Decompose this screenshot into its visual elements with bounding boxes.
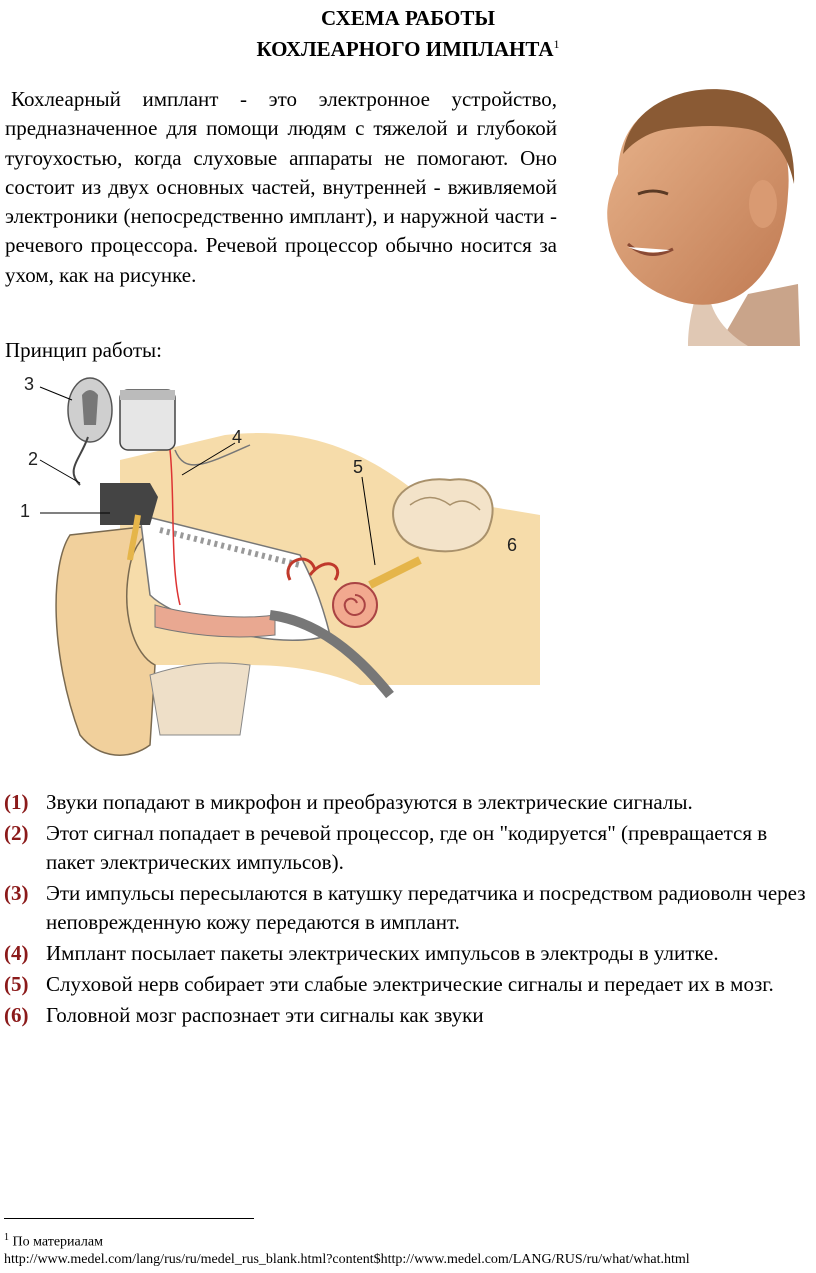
step-text: Эти импульсы пересылаются в катушку передатчика и посредством радиоволн через неповрежденную кожу передаются в имплант. [46, 881, 806, 934]
footnote-mark: 1 [4, 1232, 9, 1243]
footnote-reference[interactable]: 1 [553, 37, 560, 51]
brain [393, 479, 493, 551]
footnote-url[interactable]: http://www.medel.com/lang/rus/ru/medel_rus_blank.html?content$http://www.medel.com/LANG/RUS/ru/what/what.html [4, 1252, 690, 1267]
diagram-label-3: 3 [24, 374, 35, 394]
title-line-1: СХЕМА РАБОТЫ [320, 6, 496, 30]
step-text: Имплант посылает пакеты электрических импульсов в электроды в улитке. [46, 941, 719, 965]
speech-processor [100, 483, 158, 525]
intro-paragraph: Кохлеарный имплант - это электронное устройство, предназначенное для помощи людям с тяжелой и глубокой тугоухостью, когда слуховые аппараты не помогают. Оно состоит из двух основных частей, внутренней - вживляемой электроники (непосредственно имплант), и наружной части - речевого процессора. Речевой процессор обычно носится за ухом, как на рисунке. [5, 87, 557, 287]
diagram-label-2: 2 [28, 449, 39, 469]
diagram-label-6: 6 [507, 535, 518, 555]
list-item [0, 879, 816, 937]
step-number: (5) [4, 972, 29, 996]
step-number: (3) [4, 881, 29, 905]
step-text: Этот сигнал попадает в речевой процессор, где он "кодируется" (превращается в пакет электрических импульсов). [46, 821, 768, 874]
diagram-label-4: 4 [232, 427, 243, 447]
list-item [0, 970, 816, 999]
cochlea [333, 583, 377, 627]
list-item [0, 788, 816, 817]
step-text: Головной мозг распознает эти сигналы как звуки [46, 1003, 484, 1027]
cochlear-implant-diagram [10, 365, 540, 765]
footnote-text: По материалам [12, 1234, 103, 1250]
list-item [0, 1001, 816, 1030]
title-line-2-text: КОХЛЕАРНОГО ИМПЛАНТА [256, 37, 554, 61]
steps-list [0, 788, 816, 1032]
list-item [0, 819, 816, 877]
step-number: (6) [4, 1003, 29, 1027]
step-number: (4) [4, 941, 29, 965]
footnote-label [4, 1232, 103, 1251]
step-text: Слуховой нерв собирает эти слабые электрические сигналы и передает их в мозг. [46, 972, 774, 996]
title-line-2 [0, 30, 816, 63]
step-text: Звуки попадают в микрофон и преобразуются в электрические сигналы. [46, 790, 693, 814]
principle-heading: Принцип работы: [5, 338, 162, 362]
step-number: (1) [4, 790, 29, 814]
footnote-separator [4, 1218, 254, 1219]
list-item [0, 939, 816, 968]
diagram-label-5: 5 [353, 457, 364, 477]
portrait-image [598, 84, 800, 346]
step-number: (2) [4, 821, 29, 845]
diagram-label-1: 1 [20, 501, 31, 521]
